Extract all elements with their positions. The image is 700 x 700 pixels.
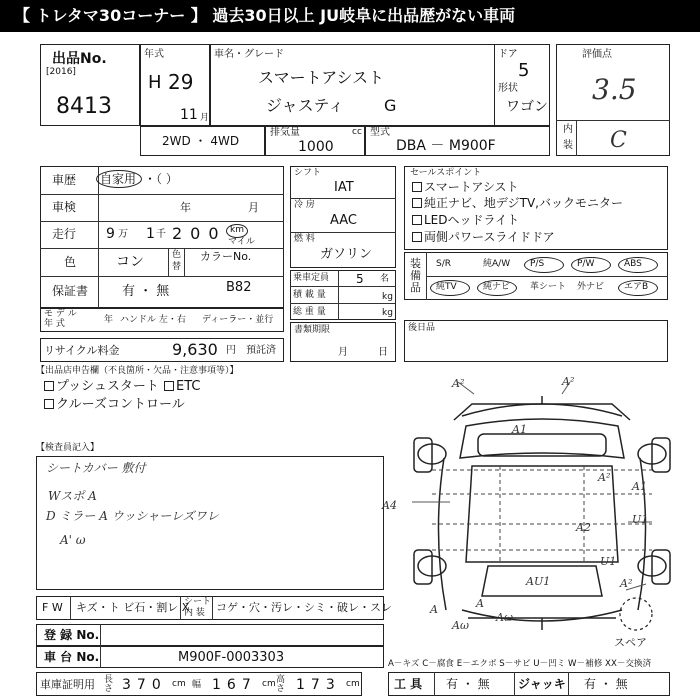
inspection-year: 年 — [180, 201, 191, 214]
damage-mark: A² — [620, 577, 633, 590]
damage-mark: U1 — [600, 555, 617, 568]
damage-mark: A1 — [512, 423, 527, 436]
shape-label: 形状 — [498, 83, 518, 94]
recycle-label: リサイクル料金 — [44, 344, 120, 357]
sales-title: セールスポイント — [410, 168, 482, 178]
cap-unit: 名 — [380, 274, 390, 284]
tool-label: 工 具 — [394, 677, 423, 691]
cap: 5 — [356, 272, 364, 286]
col-line — [70, 596, 71, 620]
equip-item: 革シート — [530, 282, 567, 292]
sales-point: LEDヘッドライト — [412, 214, 519, 226]
declare-title: 【出品店申告欄（不良箇所・欠品・注意事項等）】 — [36, 366, 239, 376]
damage-mark: A² — [598, 471, 611, 484]
equip-item: エアB — [624, 282, 649, 292]
color-no-label: カラーNo. — [200, 250, 252, 263]
recycle-note: 預託済 — [246, 345, 276, 356]
month-unit: 月 — [200, 113, 210, 123]
damage-mark: A — [430, 603, 438, 616]
jack-label: ジャッキ — [518, 677, 566, 691]
col-line — [434, 672, 435, 696]
row-line — [426, 276, 668, 277]
history-rest: ・（ ） — [144, 172, 178, 186]
type: DBA － M900F — [396, 138, 496, 154]
inspection-month: 月 — [248, 201, 259, 214]
spare-tire-icon — [620, 598, 652, 630]
fw-items: キズ・ト ビ石・割レ X — [76, 601, 190, 614]
row-line — [290, 286, 396, 287]
equip-item: 純A/W — [483, 259, 511, 269]
col-line — [568, 672, 569, 696]
col-line — [338, 270, 339, 320]
model-year: 年 — [104, 315, 114, 325]
sales-point: 純正ナビ、地デジTV,バックモニター — [412, 197, 623, 209]
equip-item: 純ナビ — [483, 282, 511, 292]
equip-label: 装 備 品 — [410, 257, 421, 294]
fuel: ガソリン — [320, 247, 373, 262]
car-name: スマートアシスト — [258, 68, 385, 87]
color: コン — [116, 254, 144, 270]
interior-divider-v — [576, 120, 577, 156]
ac-label: 冷 房 — [294, 200, 315, 210]
dealer: ディーラー・並行 — [202, 315, 274, 325]
row-line — [290, 198, 396, 199]
shift: IAT — [334, 180, 354, 195]
warranty-label: 保証書 — [52, 284, 89, 298]
damage-mark: AU1 — [526, 575, 551, 588]
mileage-label: 走行 — [52, 227, 77, 241]
inspector-note: Wスポ A — [48, 489, 97, 503]
col-line — [100, 624, 101, 646]
interior-score: C — [610, 128, 627, 153]
seat-label: シート — [184, 597, 212, 607]
mileage-man: 9 — [106, 226, 115, 242]
model-label-2: 年 式 — [44, 319, 65, 329]
equip-item: S/R — [436, 259, 451, 269]
weight-unit: kg — [382, 308, 393, 318]
declare-item: プッシュスタート — [44, 380, 159, 393]
seat-items: コゲ・穴・汚レ・シミ・破レ・スレ — [216, 601, 392, 614]
inspector-note: シートカバー 敷付 — [46, 461, 146, 475]
weight-label: 総 重 量 — [293, 307, 326, 317]
shift-label: シフト — [294, 168, 322, 178]
color-label: 色 — [64, 255, 77, 269]
recycle-unit: 円 — [226, 345, 236, 356]
equip-item: 外ナビ — [577, 282, 605, 292]
seat-label-2: 内 装 — [184, 608, 205, 618]
interior-label-2: 装 — [563, 140, 573, 151]
width-label: 幅 — [192, 680, 202, 690]
equip-item: P/S — [530, 259, 545, 269]
length-unit: cm — [172, 679, 186, 689]
equip-item: P/W — [577, 259, 595, 269]
fuel-label: 燃 料 — [294, 234, 315, 244]
mileage-sen: 1 — [146, 226, 155, 242]
declare-item: クルーズコントロール — [44, 398, 185, 411]
doc-month: 月 — [338, 347, 348, 358]
color-change: 色 — [172, 250, 182, 260]
chassis: M900F-0003303 — [178, 650, 285, 665]
damage-mark: A² — [562, 375, 575, 388]
panel-lines — [432, 466, 652, 562]
row-line — [40, 194, 284, 195]
row-line — [290, 303, 396, 304]
era: H — [148, 72, 162, 93]
col-line — [184, 248, 185, 276]
damage-mark: Aω — [452, 619, 469, 632]
model-name: ジャスティ — [266, 96, 345, 115]
model-label: モ デ ル — [44, 309, 77, 319]
mileage-rest: 200 — [172, 224, 227, 243]
score: 3.5 — [592, 73, 637, 106]
damage-mark: A — [476, 597, 484, 610]
row-line — [40, 276, 284, 277]
handle: ハンドル 左・右 — [120, 315, 186, 325]
color-no: B82 — [226, 280, 252, 295]
load-label: 積 載 量 — [293, 290, 326, 300]
damage-mark: U1 — [632, 513, 649, 526]
row-line — [40, 221, 284, 222]
spare-label: スペア — [614, 636, 647, 649]
fw-label: F W — [42, 601, 63, 614]
inspector-title: 【検査員記入】 — [36, 443, 100, 453]
damage-mark: Aω — [496, 611, 513, 624]
height: 173 — [296, 677, 341, 693]
length-label: 長 さ — [104, 675, 114, 694]
chassis-label: 車 台 No. — [44, 650, 100, 664]
interior-divider — [556, 120, 670, 121]
color-change-2: 替 — [172, 262, 182, 272]
col-line — [212, 596, 213, 620]
doc-label: 書類期限 — [294, 325, 331, 335]
damage-mark: A1 — [632, 480, 647, 493]
score-label: 評価点 — [582, 49, 612, 60]
col-line — [168, 248, 169, 276]
door-label: ドア — [498, 49, 518, 60]
mile: マイル — [228, 237, 255, 247]
km: km — [230, 225, 244, 235]
lot-year: [2016] — [46, 67, 76, 77]
tool: 有 ・ 無 — [446, 677, 490, 691]
col-line — [514, 672, 515, 696]
displacement: 1000 — [298, 139, 334, 155]
row-line — [290, 232, 396, 233]
equip-item: ABS — [624, 259, 642, 269]
sen-unit: 千 — [156, 229, 166, 240]
row-line — [40, 248, 284, 249]
interior-label: 内 — [563, 124, 573, 135]
length: 370 — [122, 677, 167, 693]
recycle: 9,630 — [172, 340, 218, 359]
cap-label: 乗車定員 — [293, 273, 330, 283]
year-label: 年式 — [144, 49, 164, 60]
load-unit: kg — [382, 292, 393, 302]
type-label: 型式 — [370, 127, 390, 138]
history-value: 自家用 — [100, 172, 137, 186]
height-label: 高 さ — [276, 675, 286, 694]
ac: AAC — [330, 213, 357, 228]
banner-text: 【 トレタマ30コーナー 】 過去30日以上 JU岐阜に出品歴がない車両 — [14, 6, 516, 25]
cert-label: 車庫証明用 — [40, 678, 95, 691]
lot-label: 出品No. — [52, 51, 107, 67]
inspector-box — [36, 456, 384, 590]
drive: 2WD ・ 4WD — [162, 134, 240, 148]
inspector-note: D ミラー A ウッシャーレズワレ — [46, 509, 219, 523]
disp-unit: cc — [352, 127, 362, 137]
equip-item: 純TV — [436, 282, 457, 292]
inspector-note: A' ω — [60, 533, 86, 547]
sales-point: 両側パワースライドドア — [412, 231, 555, 243]
history-label: 車歴 — [52, 173, 77, 187]
damage-mark: A2 — [576, 521, 591, 534]
reg-label: 登 録 No. — [44, 628, 100, 642]
col-line — [98, 166, 99, 308]
doc-day: 日 — [378, 347, 388, 358]
disp-label: 排気量 — [270, 127, 300, 138]
after-label: 後日品 — [408, 323, 436, 333]
month-value: 11 — [180, 107, 198, 123]
damage-legend: A－キズ C－腐食 E－エクボ S－サビ U－凹ミ W－補修 XX－交換済 — [388, 659, 652, 669]
height-unit: cm — [346, 679, 360, 689]
name-label: 車名・グレード — [214, 49, 284, 60]
man-unit: 万 — [118, 229, 128, 240]
doors: 5 — [518, 60, 530, 81]
sales-point: スマートアシスト — [412, 181, 519, 193]
warranty: 有 ・ 無 — [122, 284, 170, 299]
col-line — [100, 646, 101, 668]
grade: G — [384, 96, 397, 115]
jack: 有 ・ 無 — [584, 677, 628, 691]
width: 167 — [212, 677, 257, 693]
damage-mark: A² — [452, 377, 465, 390]
inspection-label: 車検 — [52, 200, 77, 214]
shape: ワゴン — [506, 99, 548, 115]
lot-number: 8413 — [56, 94, 112, 119]
year-value: 29 — [168, 70, 194, 94]
after-box — [404, 320, 668, 362]
damage-mark: A4 — [382, 499, 397, 512]
declare-item: ETC — [164, 380, 200, 393]
width-unit: cm — [262, 679, 276, 689]
